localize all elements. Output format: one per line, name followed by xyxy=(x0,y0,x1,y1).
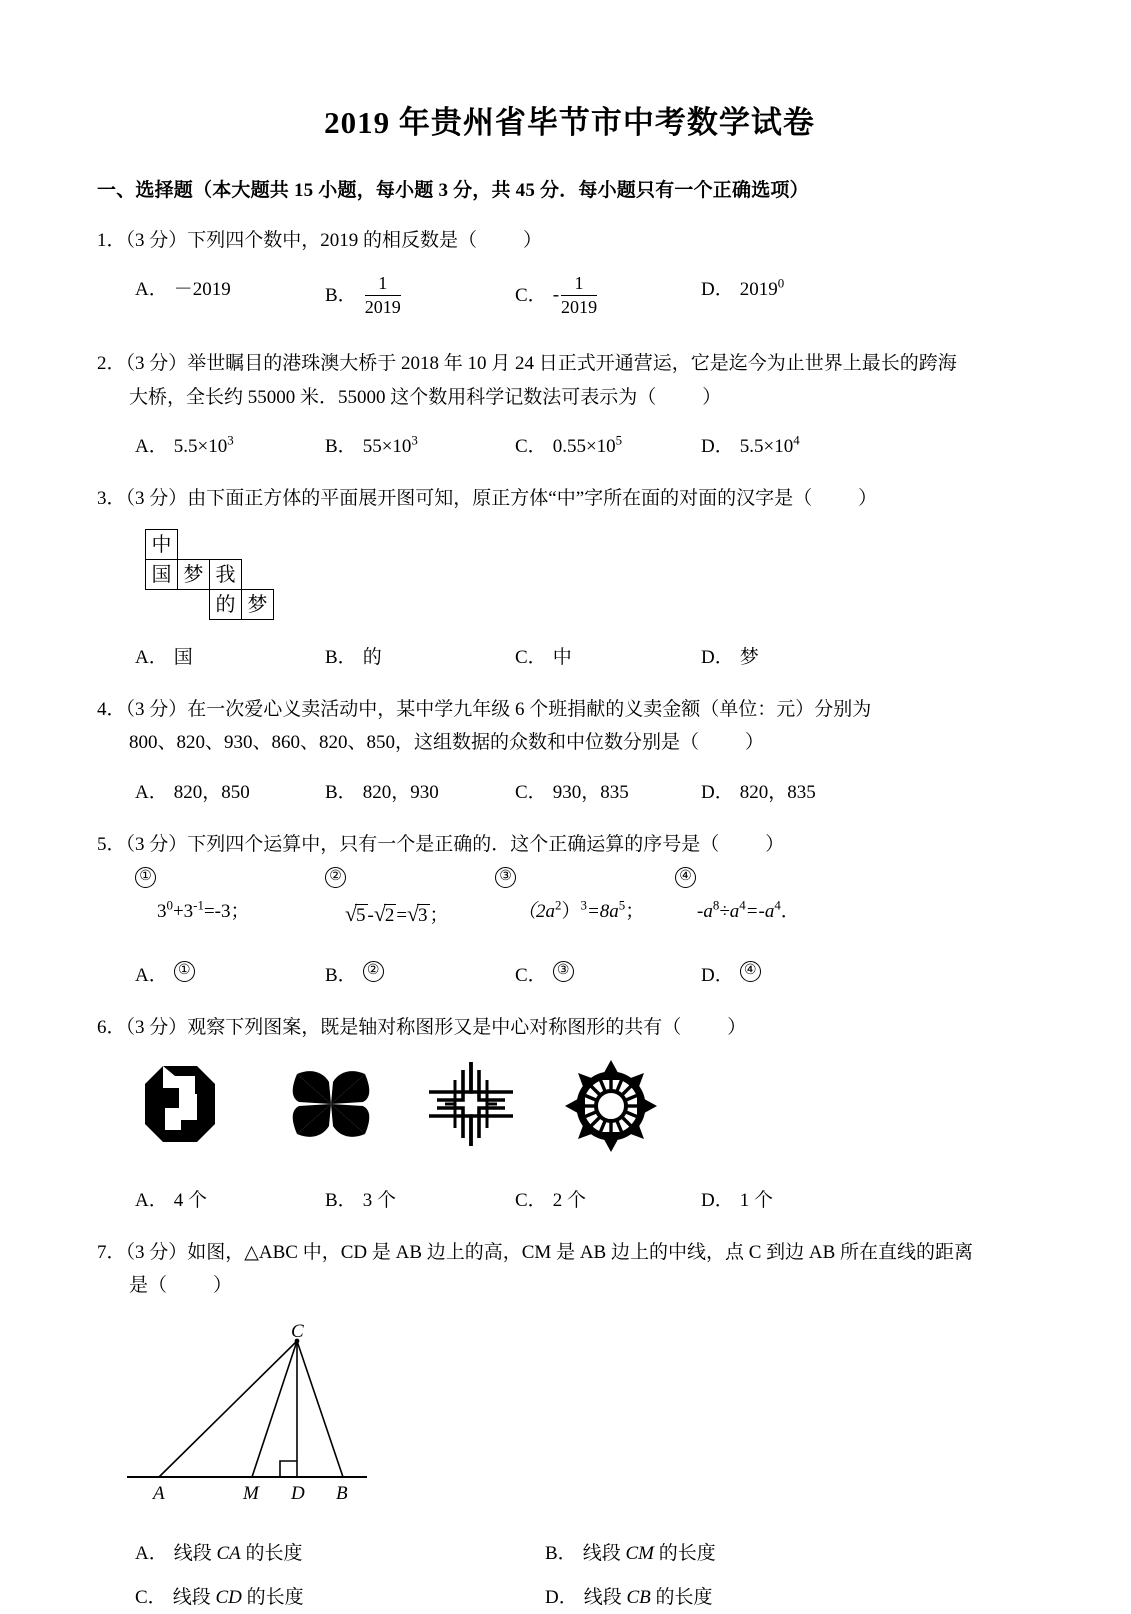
option-4d-text: 820，835 xyxy=(739,781,816,803)
question-4-text-line2: 800、820、930、860、820、850，这组数据的众数和中位数分别是（ xyxy=(129,732,700,754)
exponent: -1 xyxy=(193,897,204,913)
option-5d[interactable] xyxy=(701,959,764,992)
option-1a-text: －2019 xyxy=(173,279,231,301)
option-3b-text: 的 xyxy=(362,647,382,669)
option-7c-label: C． xyxy=(135,1586,167,1608)
radicand: 3 xyxy=(418,904,428,926)
option-2a-mantissa: 5.5×10 xyxy=(173,435,228,457)
circled-number-icon: ① xyxy=(174,961,195,982)
question-6-number: 6． xyxy=(97,1016,126,1038)
option-7d-post: 的长度 xyxy=(650,1586,713,1608)
option-2b[interactable] xyxy=(325,430,418,463)
question-1-close-paren: ） xyxy=(523,230,543,252)
option-7b-label: B． xyxy=(545,1542,577,1564)
radicand: 5 xyxy=(356,904,366,926)
question-6-points: （3 分） xyxy=(125,1016,188,1038)
option-5b[interactable] xyxy=(325,959,387,992)
question-7-options xyxy=(97,1537,1042,1609)
expr4-pre: -a xyxy=(697,900,713,922)
option-4c-text: 930，835 xyxy=(552,781,629,803)
option-2b-mantissa: 55×10 xyxy=(362,435,412,457)
question-5-options xyxy=(97,959,1042,989)
option-1b[interactable] xyxy=(325,273,403,316)
option-4c[interactable] xyxy=(515,776,629,809)
option-3a[interactable] xyxy=(135,641,193,674)
question-2-text-line2: 大桥，全长约 55000 米．55000 这个数用科学记数法可表示为（ xyxy=(129,386,657,408)
option-6d-text: 1 个 xyxy=(739,1190,773,1212)
expr1-tail: =-3； xyxy=(203,900,250,922)
exponent: 8 xyxy=(712,897,720,913)
question-1 xyxy=(97,224,1042,325)
exponent: 3 xyxy=(580,897,587,913)
question-6-stem xyxy=(97,1011,1042,1044)
option-2a[interactable] xyxy=(135,430,234,463)
option-6a[interactable] xyxy=(135,1184,207,1217)
option-4a-label: A． xyxy=(135,781,168,803)
option-2c-mantissa: 0.55×10 xyxy=(552,435,616,457)
option-3a-text: 国 xyxy=(173,647,193,669)
question-3-close-paren: ） xyxy=(858,487,878,509)
question-2-options xyxy=(97,430,1042,460)
option-2c[interactable] xyxy=(515,430,622,463)
question-2-text-line2-wrap xyxy=(97,381,1042,414)
question-7-text-line1: 如图，△ABC 中，CD 是 AB 边上的高，CM 是 AB 边上的中线，点 C 到边 AB 所在直线的距离 xyxy=(187,1242,974,1264)
question-2-close-paren: ） xyxy=(702,386,722,408)
option-6c[interactable] xyxy=(515,1184,586,1217)
minus-sign: - xyxy=(367,904,374,926)
expression-3 xyxy=(517,895,644,928)
sqrt-icon: √5 xyxy=(345,901,366,926)
vertex-label-A: A xyxy=(153,1482,165,1504)
triangle-diagram xyxy=(117,1319,417,1519)
option-6b-text: 3 个 xyxy=(362,1190,396,1212)
expr4-div: ÷a xyxy=(719,900,740,922)
exponent: 4 xyxy=(793,432,800,448)
expression-marker-2: ② xyxy=(325,867,346,888)
option-6d-label: D． xyxy=(701,1190,734,1212)
question-6-options xyxy=(97,1184,1042,1214)
question-4-number: 4． xyxy=(97,699,126,721)
question-6-figures xyxy=(97,1058,1042,1168)
expression-marker-3: ③ xyxy=(495,867,516,888)
option-7d-label: D． xyxy=(545,1586,578,1608)
question-1-points: （3 分） xyxy=(125,230,188,252)
question-7-close-paren: ） xyxy=(213,1275,233,1297)
circled-number-icon: ③ xyxy=(553,961,574,982)
option-1c[interactable] xyxy=(515,273,599,316)
question-4-text-line2-wrap xyxy=(97,726,1042,759)
question-2-number: 2． xyxy=(97,353,126,375)
expression-marker-4: ④ xyxy=(675,867,696,888)
question-1-text: 下列四个数中，2019 的相反数是（ xyxy=(187,230,478,252)
cube-net-diagram xyxy=(145,529,325,625)
option-6c-label: C． xyxy=(515,1190,547,1212)
exponent: 3 xyxy=(411,432,418,448)
question-2-text-line1: 举世瞩目的港珠澳大桥于 2018 年 10 月 24 日正式开通营运，它是迄今为止世界上最长的跨海 xyxy=(187,353,957,375)
expr3-mid: ） xyxy=(561,900,581,922)
period: ． xyxy=(780,900,800,922)
fraction-1b xyxy=(365,273,401,316)
option-7b[interactable] xyxy=(545,1537,716,1570)
section-heading-multiple-choice: 一、选择题（本大题共 15 小题，每小题 3 分，共 45 分．每小题只有一个正确选项） xyxy=(97,180,809,202)
question-2 xyxy=(97,347,1042,460)
option-6a-text: 4 个 xyxy=(173,1190,207,1212)
option-7a-post: 的长度 xyxy=(240,1542,303,1564)
option-3d-label: D． xyxy=(701,647,734,669)
question-4-stem xyxy=(97,693,1042,760)
option-7d-segment: CB xyxy=(626,1586,651,1608)
question-3-points: （3 分） xyxy=(125,487,188,509)
option-2d-label: D． xyxy=(701,435,734,457)
cube-net-cell: 的 xyxy=(209,589,242,620)
equals-sign: = xyxy=(396,904,408,926)
cube-net-cell: 我 xyxy=(209,559,242,590)
expression-1 xyxy=(157,895,249,928)
question-1-options xyxy=(97,273,1042,325)
expr3-pre: （2a xyxy=(517,900,556,922)
option-4b-text: 820，930 xyxy=(362,781,439,803)
circled-number-icon: ④ xyxy=(740,961,761,982)
option-4d-label: D． xyxy=(701,781,734,803)
option-3d[interactable] xyxy=(701,641,759,674)
cube-net-cell: 中 xyxy=(145,529,178,560)
option-7d-pre: 线段 xyxy=(583,1586,627,1608)
option-3b-label: B． xyxy=(325,647,357,669)
option-6d[interactable] xyxy=(701,1184,773,1217)
option-3c-label: C． xyxy=(515,647,547,669)
option-5a-label: A． xyxy=(135,964,168,986)
exponent: 5 xyxy=(615,432,623,448)
vertex-label-C: C xyxy=(291,1320,304,1342)
question-3-number: 3． xyxy=(97,487,126,509)
option-3c[interactable] xyxy=(515,641,572,674)
question-5-number: 5． xyxy=(97,833,126,855)
option-1b-label: B． xyxy=(325,284,357,306)
question-7 xyxy=(97,1236,1042,1609)
question-1-number: 1． xyxy=(97,230,126,252)
question-4-options xyxy=(97,776,1042,806)
option-7a-segment: CA xyxy=(216,1542,241,1564)
option-3b[interactable] xyxy=(325,641,382,674)
exponent: 3 xyxy=(227,432,234,448)
question-6-close-paren: ） xyxy=(727,1016,747,1038)
option-7a-label: A． xyxy=(135,1542,168,1564)
option-2b-label: B． xyxy=(325,435,357,457)
question-6 xyxy=(97,1011,1042,1214)
option-7b-pre: 线段 xyxy=(582,1542,626,1564)
option-1a[interactable] xyxy=(135,273,231,306)
sqrt-icon: √2 xyxy=(373,901,395,926)
question-7-stem xyxy=(97,1236,1042,1303)
option-7b-segment: CM xyxy=(625,1542,654,1564)
expression-4 xyxy=(697,895,800,928)
option-1c-label: C． xyxy=(515,284,547,306)
expression-2 xyxy=(345,895,449,933)
eight-point-star-rosette-figure xyxy=(563,1058,659,1165)
option-3c-text: 中 xyxy=(552,647,572,669)
expr3-post: =8a xyxy=(586,900,619,922)
option-7a-pre: 线段 xyxy=(173,1542,217,1564)
option-6c-text: 2 个 xyxy=(552,1190,586,1212)
option-2a-label: A． xyxy=(135,435,168,457)
exponent: 5 xyxy=(618,897,626,913)
option-3a-label: A． xyxy=(135,647,168,669)
exponent: 4 xyxy=(739,897,746,913)
question-2-stem xyxy=(97,347,1042,414)
option-1d-base: 2019 xyxy=(739,279,778,301)
exponent: 0 xyxy=(777,276,785,292)
expr4-eq: =-a xyxy=(745,900,775,922)
question-5-expressions xyxy=(97,867,1042,943)
question-5-text: 下列四个运算中，只有一个是正确的．这个正确运算的序号是（ xyxy=(187,833,720,855)
question-5-points: （3 分） xyxy=(125,833,188,855)
semicolon: ； xyxy=(625,900,645,922)
fraction-denominator: 2019 xyxy=(561,296,598,317)
page-content xyxy=(97,0,1042,1609)
question-5-stem xyxy=(97,828,1042,861)
option-2d[interactable] xyxy=(701,430,800,463)
question-5-close-paren: ） xyxy=(765,833,785,855)
vertex-label-M: M xyxy=(243,1482,259,1504)
question-3-text: 由下面正方体的平面展开图可知，原正方体“中”字所在面的对面的汉字是（ xyxy=(187,487,813,509)
question-7-text-line2: 是（ xyxy=(129,1275,168,1297)
cube-net-cell: 梦 xyxy=(241,589,274,620)
option-6b-label: B． xyxy=(325,1190,357,1212)
option-1d-label: D． xyxy=(701,279,734,301)
option-7c-segment: CD xyxy=(215,1586,242,1608)
minus-sign: - xyxy=(552,284,560,306)
question-1-stem xyxy=(97,224,1042,257)
question-3-options xyxy=(97,641,1042,671)
circled-number-icon: ② xyxy=(363,961,384,982)
option-7b-post: 的长度 xyxy=(653,1542,716,1564)
question-3-stem xyxy=(97,482,1042,515)
expr1-mid: +3 xyxy=(172,900,194,922)
expression-marker-1: ① xyxy=(135,867,156,888)
question-4-text-line1: 在一次爱心义卖活动中，某中学九年级 6 个班捐献的义卖金额（单位：元）分别为 xyxy=(187,699,872,721)
cube-net-cell: 梦 xyxy=(177,559,210,590)
question-4-points: （3 分） xyxy=(125,699,188,721)
option-5d-label: D． xyxy=(701,964,734,986)
vertex-label-B: B xyxy=(336,1482,348,1504)
question-5 xyxy=(97,828,1042,989)
expr1-base: 3 xyxy=(157,900,167,922)
option-4d[interactable] xyxy=(701,776,816,809)
question-6-text: 观察下列图案，既是轴对称图形又是中心对称图形的共有（ xyxy=(187,1016,682,1038)
fraction-1c xyxy=(561,273,597,316)
option-2d-mantissa: 5.5×10 xyxy=(739,435,794,457)
sqrt-icon: √3 xyxy=(407,901,428,926)
question-7-text-line2-wrap xyxy=(97,1269,1042,1302)
option-6b[interactable] xyxy=(325,1184,396,1217)
option-5c-label: C． xyxy=(515,964,547,986)
exponent: 4 xyxy=(774,897,781,913)
question-3 xyxy=(97,482,1042,671)
option-7c[interactable] xyxy=(135,1581,304,1614)
question-7-points: （3 分） xyxy=(125,1242,188,1264)
option-4c-label: C． xyxy=(515,781,547,803)
option-1a-label: A． xyxy=(135,279,168,301)
exponent: 0 xyxy=(166,897,173,913)
option-5a[interactable] xyxy=(135,959,198,992)
option-7d[interactable] xyxy=(545,1581,713,1614)
option-2c-label: C． xyxy=(515,435,547,457)
option-4a-text: 820，850 xyxy=(173,781,250,803)
semicolon: ； xyxy=(429,904,449,926)
question-7-number: 7． xyxy=(97,1242,126,1264)
option-6a-label: A． xyxy=(135,1190,168,1212)
question-2-points: （3 分） xyxy=(125,353,188,375)
cross-lattice-figure xyxy=(425,1058,517,1161)
option-4b[interactable] xyxy=(325,776,439,809)
option-4b-label: B． xyxy=(325,781,357,803)
fraction-denominator: 2019 xyxy=(364,296,401,317)
vertex-label-D: D xyxy=(291,1482,305,1504)
option-1d[interactable] xyxy=(701,273,784,306)
cube-net-cell: 国 xyxy=(145,559,178,590)
option-7c-pre: 线段 xyxy=(172,1586,216,1608)
exponent: 2 xyxy=(555,897,562,913)
radicand: 2 xyxy=(384,904,395,926)
fraction-numerator: 1 xyxy=(561,273,597,295)
option-4a[interactable] xyxy=(135,776,250,809)
option-5b-label: B． xyxy=(325,964,357,986)
option-5c[interactable] xyxy=(515,959,577,992)
four-petal-butterfly-figure xyxy=(285,1058,377,1161)
fraction-numerator: 1 xyxy=(365,273,401,295)
question-4 xyxy=(97,693,1042,806)
option-3d-text: 梦 xyxy=(739,647,759,669)
option-7c-post: 的长度 xyxy=(241,1586,304,1608)
question-4-close-paren: ） xyxy=(745,732,765,754)
option-7a[interactable] xyxy=(135,1537,303,1570)
pinwheel-octagon-figure xyxy=(137,1058,223,1161)
page-title: 2019 年贵州省毕节市中考数学试卷 xyxy=(324,105,815,140)
